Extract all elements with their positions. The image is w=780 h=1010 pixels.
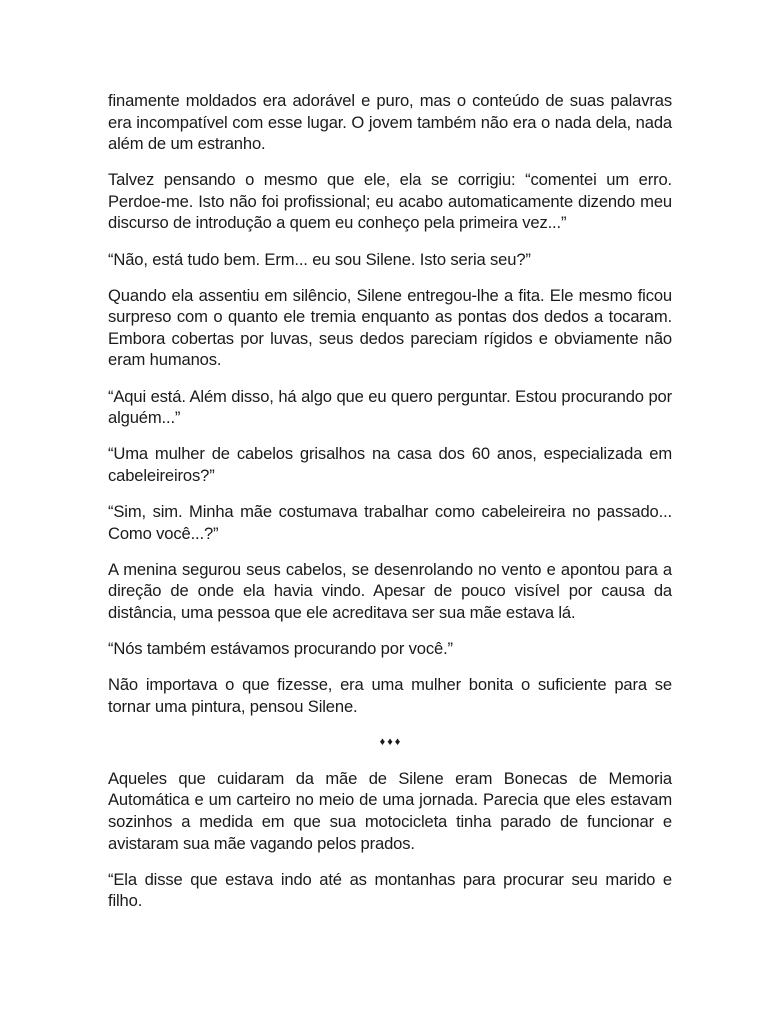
paragraph: finamente moldados era adorável e puro, mas o conteúdo de suas palavras era incompatível com esse lugar. O jovem também não era o nada dela, nada além de um estranho. <box>108 91 672 154</box>
paragraph: “Ela disse que estava indo até as montanhas para procurar seu marido e filho. <box>108 869 672 911</box>
section-separator-diamonds: ♦♦♦ <box>379 735 403 748</box>
paragraph: A menina segurou seus cabelos, se desenrolando no vento e apontou para a direção de onde ela havia vindo. Apesar de pouco visível por causa da distância, uma pessoa que ele acreditava ser sua mãe estava lá. <box>108 559 672 622</box>
paragraph: “Uma mulher de cabelos grisalhos na casa dos 60 anos, especializada em cabeleireiros?” <box>108 444 672 485</box>
document-page <box>108 90 672 926</box>
paragraph: Talvez pensando o mesmo que ele, ela se corrigiu: “comentei um erro. Perdoe-me. Isto não foi profissional; eu acabo automaticamente dizendo meu discurso de introdução a quem eu conheço pela primeira vez...” <box>108 170 672 233</box>
paragraph: Aqueles que cuidaram da mãe de Silene eram Bonecas de Memoria Automática e um carteiro no meio de uma jornada. Parecia que eles estavam sozinhos a medida em que sua motocicleta tinha parado de funcionar e avistaram sua mãe vagando pelos prados. <box>108 768 672 853</box>
paragraph: “Sim, sim. Minha mãe costumava trabalhar como cabeleireira no passado... Como você...?” <box>108 501 672 543</box>
paragraph: Não importava o que fizesse, era uma mulher bonita o suficiente para se tornar uma pintura, pensou Silene. <box>108 674 672 716</box>
paragraph: Quando ela assentiu em silêncio, Silene entregou-lhe a fita. Ele mesmo ficou surpreso com o quanto ele tremia enquanto as pontas dos dedos a tocaram. Embora cobertas por luvas, seus dedos pareciam rígidos e obviamente não eram humanos. <box>108 285 672 370</box>
paragraph: “Não, está tudo bem. Erm... eu sou Silene. Isto seria seu?” <box>108 249 531 269</box>
paragraph: “Aqui está. Além disso, há algo que eu quero perguntar. Estou procurando por alguém...” <box>108 386 672 428</box>
paragraph: “Nós também estávamos procurando por você.” <box>108 638 453 658</box>
